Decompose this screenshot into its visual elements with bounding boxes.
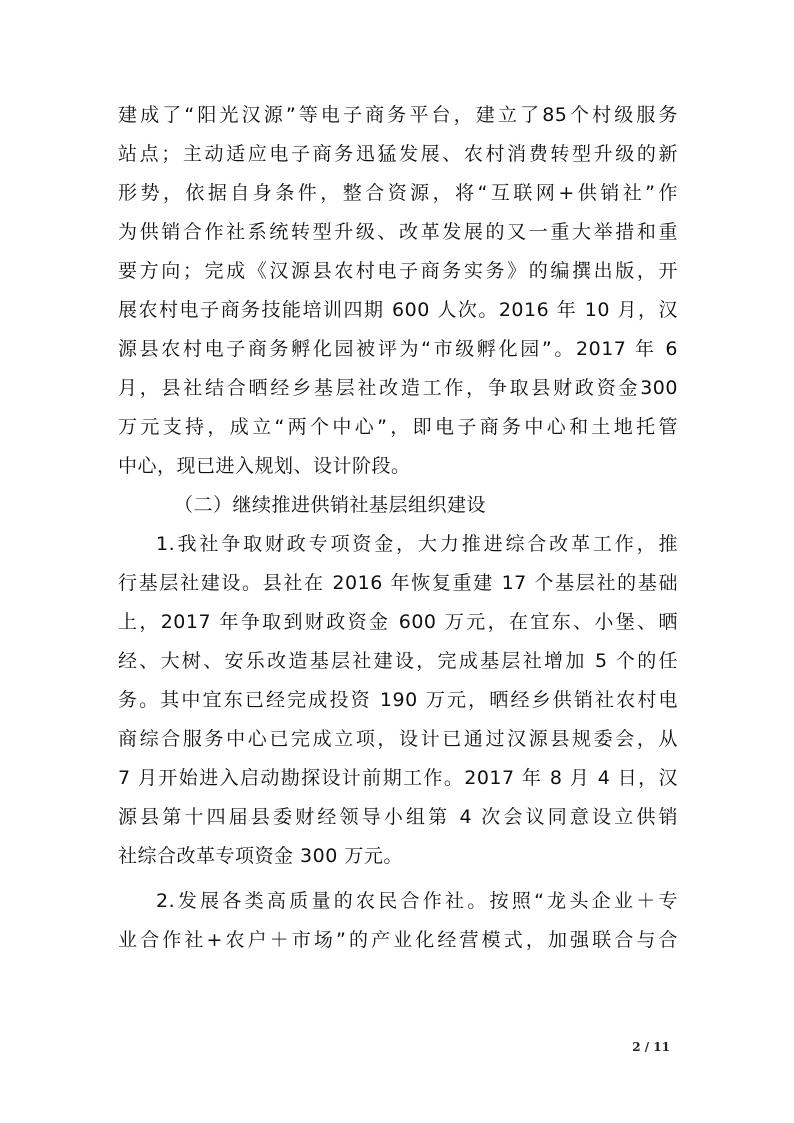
text-line: 源县农村电子商务孵化园被评为“市级孵化园”。2017 年 6: [118, 338, 678, 360]
text-line: 社综合改革专项资金 300 万元。: [118, 845, 403, 867]
text-line: 中心，现已进入规划、设计阶段。: [118, 455, 411, 477]
text-line: 建成了“阳光汉源”等电子商务平台，建立了85个村级服务: [118, 104, 678, 126]
page-number: 2 / 11: [632, 1040, 670, 1054]
text-line: 万元支持，成立“两个中心”，即电子商务中心和土地托管: [118, 416, 678, 438]
paragraph-ecommerce: [118, 96, 678, 486]
document-body: [118, 96, 678, 960]
text-line: 源县第十四届县委财经领导小组第 4 次会议同意设立供销: [118, 806, 678, 828]
text-line: 2.发展各类高质量的农民合作社。按照“龙头企业＋专: [156, 890, 678, 912]
text-line: 展农村电子商务技能培训四期 600 人次。2016 年 10 月，汉: [118, 299, 678, 321]
text-line: 月，县社结合晒经乡基层社改造工作，争取县财政资金300: [118, 377, 678, 399]
text-line: 商综合服务中心已完成立项，设计已通过汉源县规委会，从: [118, 728, 678, 750]
text-line: 业合作社+农户＋市场”的产业化经营模式，加强联合与合: [118, 929, 678, 951]
text-line: 1.我社争取财政专项资金，大力推进综合改革工作，推: [156, 533, 678, 555]
text-line: 上，2017 年争取到财政资金 600 万元，在宜东、小堡、晒: [118, 611, 678, 633]
paragraph-grassroots: [118, 525, 678, 876]
section-heading: （二）继续推进供销社基层组织建设: [174, 494, 487, 516]
text-line: 务。其中宜东已经完成投资 190 万元，晒经乡供销社农村电: [118, 689, 678, 711]
text-line: 为供销合作社系统转型升级、改革发展的又一重大举措和重: [118, 221, 678, 243]
text-line: 7 月开始进入启动勘探设计前期工作。2017 年 8 月 4 日，汉: [118, 767, 678, 789]
text-line: 站点；主动适应电子商务迅猛发展、农村消费转型升级的新: [118, 143, 678, 165]
text-line: 行基层社建设。县社在 2016 年恢复重建 17 个基层社的基础: [118, 572, 678, 594]
paragraph-cooperatives: [118, 882, 678, 960]
text-line: 形势，依据自身条件，整合资源，将“互联网+供销社”作: [118, 182, 678, 204]
text-line: 要方向；完成《汉源县农村电子商务实务》的编撰出版，开: [118, 260, 678, 282]
text-line: 经、大树、安乐改造基层社建设，完成基层社增加 5 个的任: [118, 650, 678, 672]
